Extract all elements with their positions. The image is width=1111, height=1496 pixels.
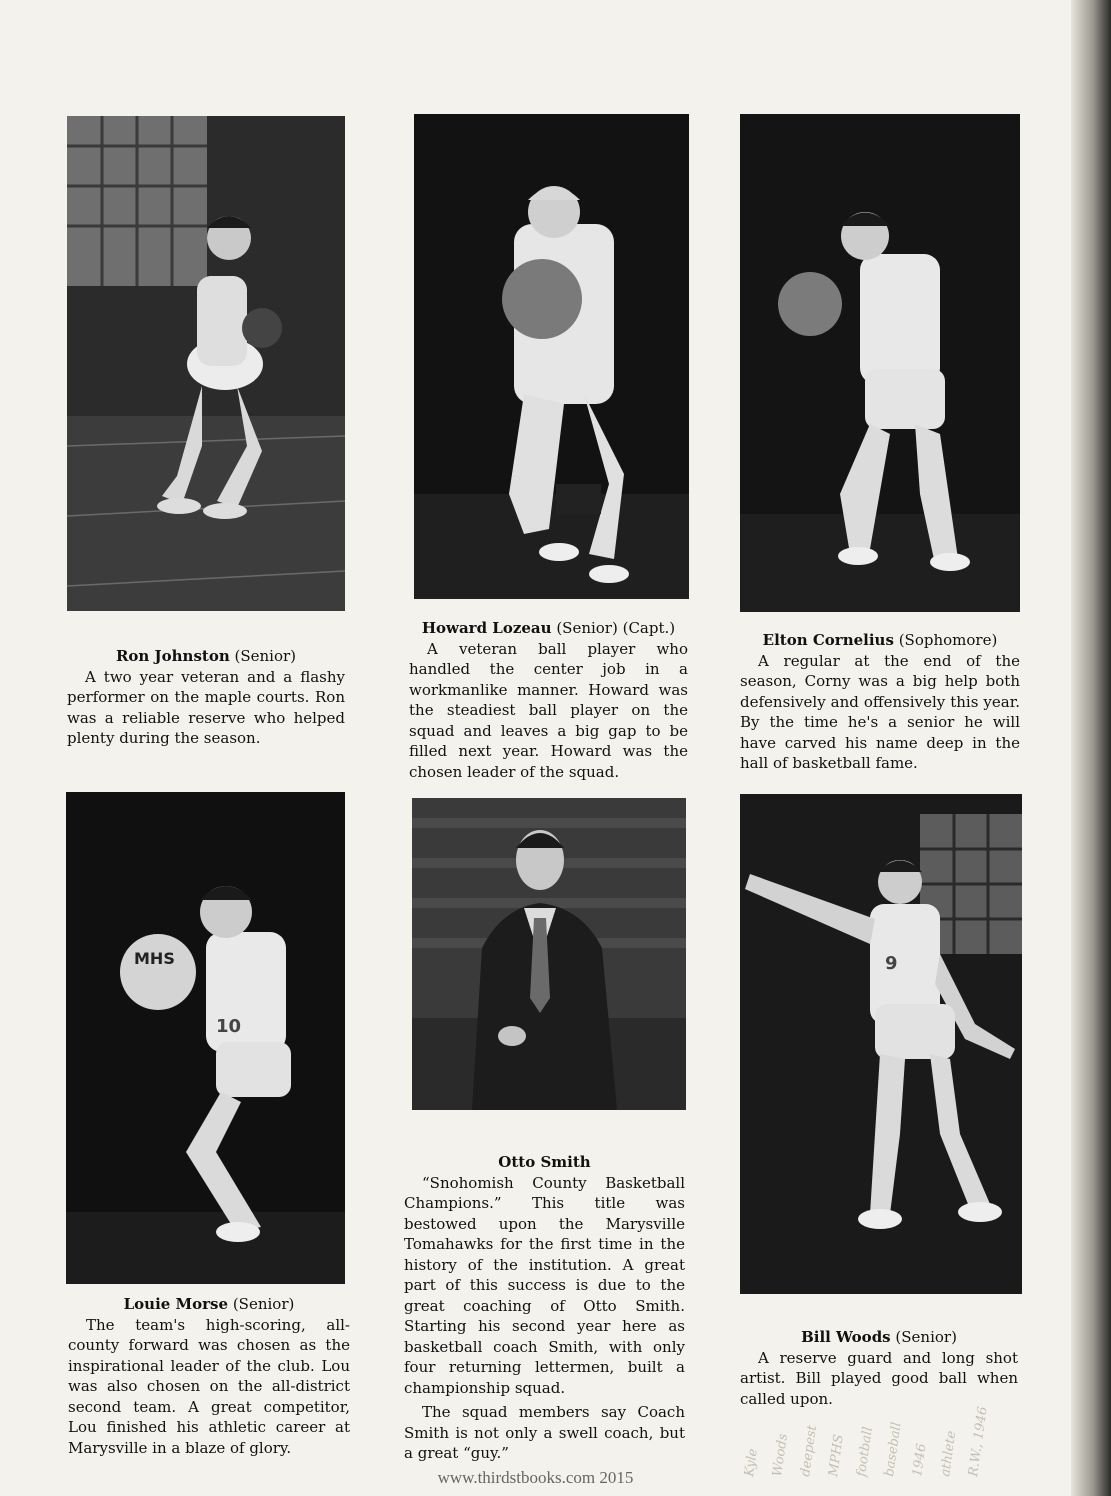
footer-watermark: www.thirdstbooks.com 2015 xyxy=(437,1468,634,1487)
player-description: A two year veteran and a flashy performer on the maple courts. Ron was a reliable reserve who helped plenty during the season. xyxy=(67,667,345,747)
player-name: Bill Woods xyxy=(801,1328,891,1346)
player-name: Louie Morse xyxy=(123,1295,229,1313)
ball-label: MHS xyxy=(134,949,175,968)
caption-howard-lozeau xyxy=(409,618,688,782)
caption-otto-smith xyxy=(404,1152,685,1464)
page-binding-edge xyxy=(1071,0,1111,1496)
handwriting-line: MPHS xyxy=(826,1433,847,1478)
player-detail: (Senior) xyxy=(895,1328,957,1346)
handwriting-line: Woods xyxy=(770,1432,791,1478)
player-description: A regular at the end of the season, Corny was a big help both defensively and offensively this year. By the time he's a senior he will have carved his name deep in the hall of basketball fame. xyxy=(740,651,1020,772)
player-name: Elton Cornelius xyxy=(762,631,894,649)
photo-ron-johnston xyxy=(67,116,345,611)
player-description: The team's high-scoring, all-county forward was chosen as the inspirational leader of the club. Lou was also chosen on the all-district second team. A great competitor, Lou finished his athletic career at Marysville in a blaze of glory. xyxy=(68,1315,350,1457)
photo-louie-morse xyxy=(66,792,345,1284)
photo-otto-smith xyxy=(412,798,686,1110)
photo-bill-woods xyxy=(740,794,1022,1294)
player-name: Otto Smith xyxy=(498,1153,591,1171)
handwriting-line: football xyxy=(854,1425,876,1478)
handwriting-line: Kyle xyxy=(742,1447,761,1478)
player-detail: (Senior) xyxy=(234,647,297,665)
handwriting-line: deepest xyxy=(798,1424,821,1478)
handwriting-line: 1946 xyxy=(910,1442,930,1478)
player-detail: (Senior) xyxy=(232,1295,295,1313)
jersey-number: 10 xyxy=(216,1016,242,1037)
player-name: Howard Lozeau xyxy=(421,619,552,637)
photo-elton-cornelius xyxy=(740,114,1020,612)
caption-louie-morse xyxy=(68,1294,350,1458)
player-description: A reserve guard and long shot artist. Bill played good ball when called upon. xyxy=(740,1348,1018,1408)
handwriting-line: R.W., 1946 xyxy=(966,1405,991,1478)
player-name: Ron Johnston xyxy=(115,647,230,665)
player-detail: (Sophomore) xyxy=(898,631,998,649)
photo-howard-lozeau xyxy=(414,114,689,599)
caption-ron-johnston xyxy=(67,646,345,749)
caption-elton-cornelius xyxy=(740,630,1020,774)
handwriting-line: baseball xyxy=(882,1421,905,1478)
jersey-number: 9 xyxy=(885,953,898,974)
player-description: A veteran ball player who handled the center job in a workmanlike manner. Howard was the steadiest ball player on the squad and leaves a big gap to be filled next year. Howard was the chosen leader of the squad. xyxy=(409,639,688,781)
player-description-2: The squad members say Coach Smith is not only a swell coach, but a great “guy.” xyxy=(404,1403,685,1462)
player-description: “Snohomish County Basketball Champions.” This title was bestowed upon the Marysville Tomahawks for the first time in the history of the institution. A great part of this success is due to the great coaching of Otto Smith. Starting his second year here as basketball coach Smith, with only four returning lettermen, built a championship squad. xyxy=(404,1173,685,1397)
handwriting-line: athlete xyxy=(938,1429,960,1478)
player-detail: (Senior) (Capt.) xyxy=(556,619,676,637)
